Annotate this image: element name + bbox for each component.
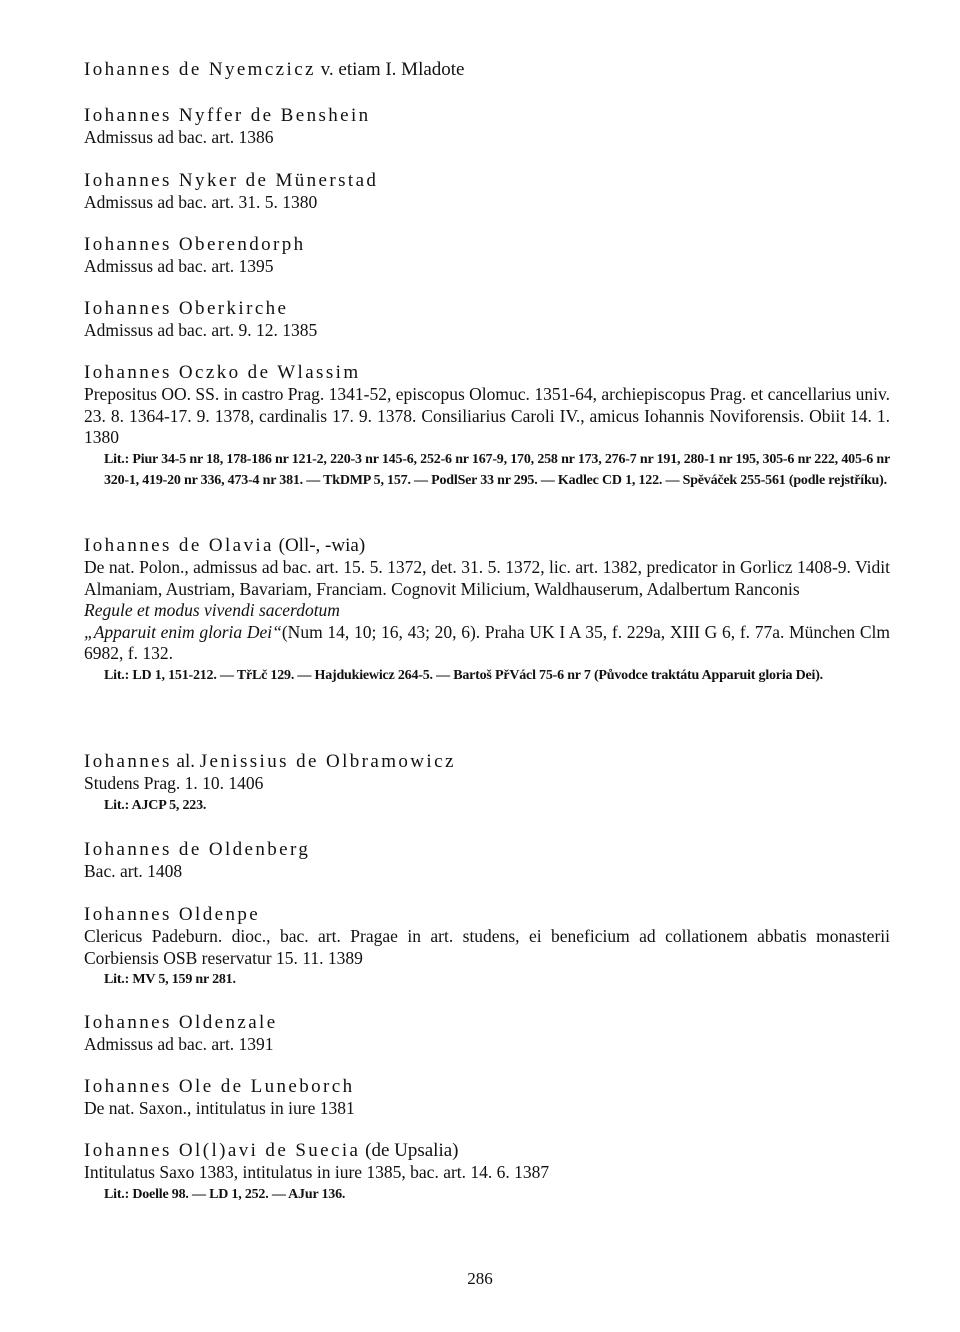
- entry-name-mid: al.: [171, 751, 200, 772]
- literature-line: Lit.: Piur 34-5 nr 18, 178-186 nr 121-2, 220-3 nr 145-6, 252-6 nr 167-9, 170, 258 nr 173, 276-7 nr 191, 280-1 nr 195, 305-6 nr 222, 405-6 nr 320-1, 419-20 nr 336, 473-4 nr 381. — TkDMP 5, 157. — PodlSer 33 nr 295. — Kadlec CD 1, 122. — Spěváček 255-561 (podle rejstříku).: [104, 451, 890, 488]
- entry-text: Prepositus OO. SS. in castro Prag. 1341-52, episcopus Olomuc. 1351-64, archiepiscopus Prag. et cancellarius univ. 23. 8. 1364-17. 9. 1378, cardinalis 17. 9. 1378. Consiliarius Caroli IV., amicus Iohannis Noviforensis. Obiit 14. 1. 1380: [84, 384, 890, 447]
- entry-oldenpe: [84, 903, 890, 991]
- entry-ollavi: [84, 1139, 890, 1205]
- entry-line: Studens Prag. 1. 10. 1406: [84, 773, 264, 793]
- entry-text: Clericus Padeburn. dioc., bac. art. Pragae in art. studens, ei beneficium ad collationem abbatis monasterii Corbiensis OSB reservatur 15. 11. 1389: [84, 926, 890, 968]
- entry-heading: Iohannes Oberendorph: [84, 234, 306, 255]
- entry-name: Iohannes de Olavia: [84, 535, 274, 556]
- entry-heading: Iohannes Oczko de Wlassim: [84, 362, 361, 383]
- entry-name-suffix: (de Upsalia): [360, 1140, 459, 1161]
- entry-nyemczicz: [84, 58, 890, 81]
- literature-line: Lit.: Doelle 98. — LD 1, 252. — AJur 136.: [104, 1186, 346, 1202]
- entry-heading: Iohannes Oldenpe: [84, 904, 261, 925]
- entry-line: Intitulatus Saxo 1383, intitulatus in iure 1385, bac. art. 14. 6. 1387: [84, 1162, 550, 1182]
- entry-heading: [84, 750, 890, 773]
- entry-line: Admissus ad bac. art. 9. 12. 1385: [84, 320, 318, 340]
- entry-name-rest: Jenissius de Olbramowicz: [199, 751, 456, 772]
- entry-jenissius: [84, 750, 890, 816]
- literature-line: Lit.: LD 1, 151-212. — TřLč 129. — Hajdukiewicz 264-5. — Bartoš PřVácl 75-6 nr 7 (Původce traktátu Apparuit gloria Dei).: [104, 667, 823, 683]
- entry-line: Admissus ad bac. art. 1395: [84, 256, 274, 276]
- entry-oberendorph: [84, 233, 890, 278]
- entry-oldenberg: [84, 838, 890, 883]
- entry-name-suffix: v. etiam I. Mladote: [315, 59, 465, 80]
- entry-name: Iohannes: [84, 751, 172, 772]
- entry-oczko: [84, 361, 890, 492]
- entry-oberkirche: [84, 297, 890, 342]
- entry-heading: Iohannes Nyffer de Benshein: [84, 105, 371, 126]
- entry-line: De nat. Saxon., intitulatus in iure 1381: [84, 1098, 355, 1118]
- entry-heading: [84, 58, 890, 81]
- page-number: 286: [467, 1269, 493, 1288]
- entry-line: Bac. art. 1408: [84, 861, 183, 881]
- entry-ole: [84, 1075, 890, 1120]
- literature-line: Lit.: AJCP 5, 223.: [104, 797, 207, 813]
- work-refs: (Num 14, 10; 16, 43; 20, 6). Praha UK I A 35, f. 229a, XIII G 6, f. 77a. München Clm 6982, f. 132.: [84, 621, 890, 663]
- entry-olavia: [84, 534, 890, 686]
- entry-heading: Iohannes Oldenzale: [84, 1012, 278, 1033]
- entry-line: Admissus ad bac. art. 1391: [84, 1034, 274, 1054]
- entry-line: Admissus ad bac. art. 1386: [84, 127, 274, 147]
- entry-heading: Iohannes Ole de Luneborch: [84, 1076, 355, 1097]
- entry-name-suffix: (Oll-, -wia): [273, 535, 366, 556]
- work-title: Regule et modus vivendi sacerdotum: [84, 600, 340, 620]
- work-incipit: „Apparuit enim gloria Dei“: [84, 621, 282, 642]
- entry-line: Admissus ad bac. art. 31. 5. 1380: [84, 192, 318, 212]
- entry-oldenzale: [84, 1011, 890, 1056]
- entry-heading: Iohannes Oberkirche: [84, 298, 289, 319]
- literature-line: Lit.: MV 5, 159 nr 281.: [104, 972, 236, 987]
- entry-heading: Iohannes Nyker de Münerstad: [84, 170, 379, 191]
- entry-name: Iohannes Ol(l)avi de Suecia: [84, 1140, 361, 1161]
- work-incipit-line: [84, 622, 890, 665]
- entry-heading: [84, 1139, 890, 1162]
- entry-heading: Iohannes de Oldenberg: [84, 839, 311, 860]
- entry-heading: [84, 534, 890, 557]
- entry-name: Iohannes de Nyemczicz: [84, 59, 316, 80]
- entry-text: De nat. Polon., admissus ad bac. art. 15. 5. 1372, det. 31. 5. 1372, lic. art. 1382, predicator in Gorlicz 1408-9. Vidit Almaniam, Austriam, Bavariam, Franciam. Cognovit Milicium, Waldhauserum, Adalbertum Ranconis: [84, 557, 890, 599]
- entry-nyker: [84, 169, 890, 214]
- entry-nyffer: [84, 104, 890, 149]
